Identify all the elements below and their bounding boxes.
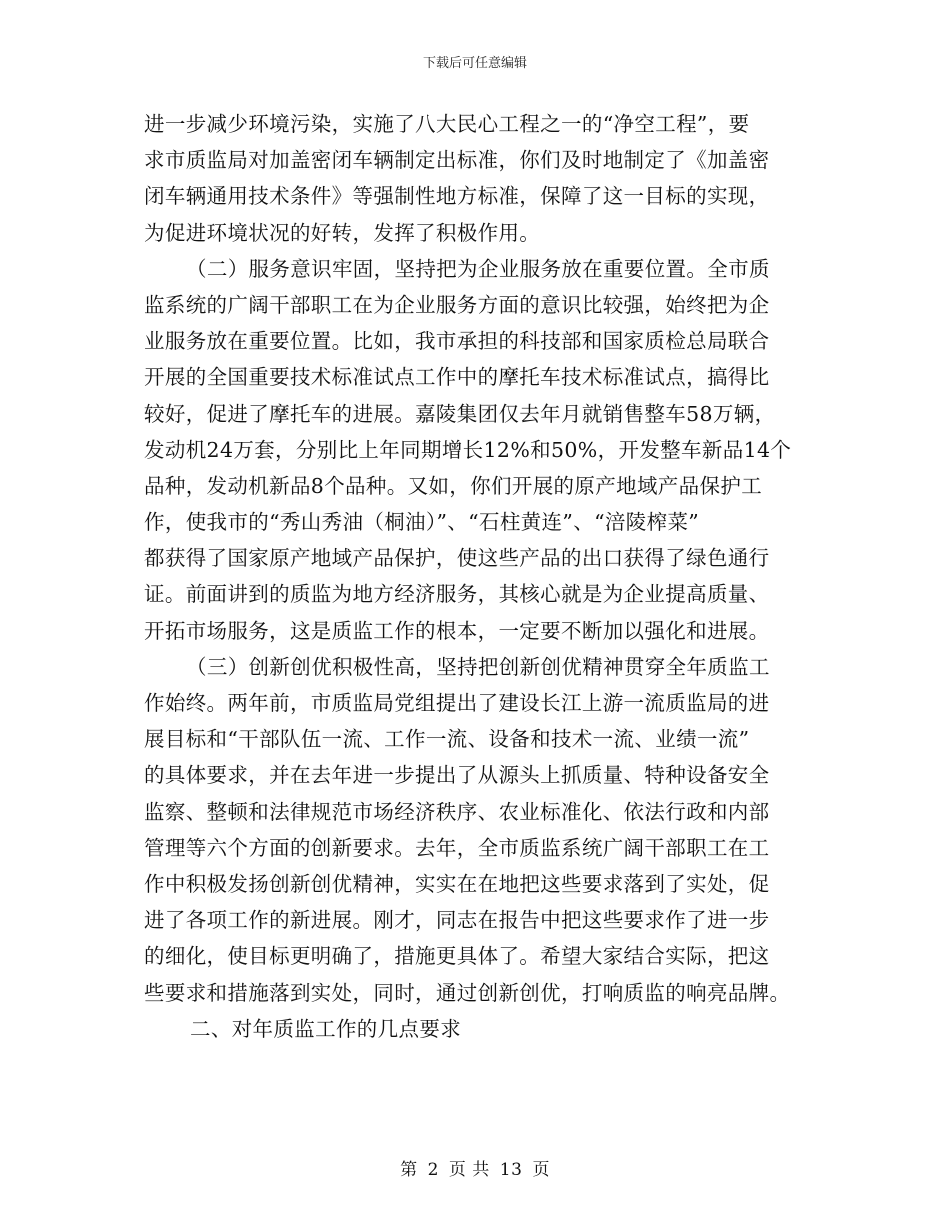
text-line: 闭车辆通用技术条件》等强制性地方标准，保障了这一目标的实现， bbox=[144, 184, 770, 209]
document-body bbox=[144, 106, 804, 1047]
page-footer bbox=[0, 1155, 950, 1180]
page-number: 2 bbox=[427, 1160, 439, 1180]
text-line: 都获得了国家原产地域产品保护，使这些产品的出口获得了绿色通行 bbox=[144, 546, 770, 571]
footer-middle: 页 共 bbox=[448, 1160, 490, 1180]
text-line: 展目标和“干部队伍一流、工作一流、设备和技术一流、业绩一流” bbox=[144, 727, 750, 752]
text-line: 较好，促进了摩托车的进展。嘉陵集团仅去年月就销售整车58万辆， bbox=[144, 401, 776, 426]
footer-prefix: 第 bbox=[400, 1160, 418, 1180]
page-header: 下载后可任意编辑 bbox=[422, 56, 527, 71]
paragraph-start-line: （三）创新创优积极性高，坚持把创新创优精神贯穿全年质监工 bbox=[186, 654, 770, 679]
section-heading: 二、对年质监工作的几点要求 bbox=[190, 1016, 462, 1041]
total-pages: 13 bbox=[499, 1160, 523, 1180]
text-line: 监察、整顿和法律规范市场经济秩序、农业标准化、依法行政和内部 bbox=[144, 799, 770, 824]
text-line: 进一步减少环境污染，实施了八大民心工程之一的“净空工程”，要 bbox=[144, 112, 750, 136]
paragraph-start-line: （二）服务意识牢固，坚持把为企业服务放在重要位置。全市质 bbox=[186, 256, 770, 281]
text-line: 的细化，使目标更明确了，措施更具体了。希望大家结合实际，把这 bbox=[144, 944, 770, 969]
text-line: 作，使我市的“秀山秀油（桐油）”、“石柱黄连”、“涪陵榨菜” bbox=[144, 510, 700, 535]
text-line: 管理等六个方面的创新要求。去年，全市质监系统广阔干部职工在工 bbox=[144, 835, 770, 860]
text-line: 品种，发动机新品8个品种。又如，你们开展的原产地域产品保护工 bbox=[144, 473, 763, 498]
text-line: 开展的全国重要技术标准试点工作中的摩托车技术标准试点，搞得比 bbox=[144, 365, 770, 390]
footer-suffix: 页 bbox=[532, 1160, 550, 1180]
text-line: 监系统的广阔干部职工在为企业服务方面的意识比较强，始终把为企 bbox=[144, 292, 770, 317]
text-line: 业服务放在重要位置。比如，我市承担的科技部和国家质检总局联合 bbox=[144, 329, 770, 354]
text-line: 发动机24万套，分别比上年同期增长12%和50%，开发整车新品14个 bbox=[144, 437, 792, 462]
text-line: 开拓市场服务，这是质监工作的根本，一定要不断加以强化和进展。 bbox=[144, 618, 770, 643]
text-line: 证。前面讲到的质监为地方经济服务，其核心就是为企业提高质量、 bbox=[144, 582, 770, 607]
text-line: 为促进环境状况的好转，发挥了积极作用。 bbox=[144, 220, 541, 245]
text-line: 些要求和措施落到实处，同时，通过创新创优，打响质监的响亮品牌。 bbox=[144, 980, 791, 1005]
text-line: 作中积极发扬创新创优精神，实实在在地把这些要求落到了实处，促 bbox=[144, 871, 770, 896]
text-line: 作始终。两年前，市质监局党组提出了建设长江上游一流质监局的进 bbox=[144, 691, 770, 715]
text-line: 进了各项工作的新进展。刚才，同志在报告中把这些要求作了进一步 bbox=[144, 908, 770, 933]
text-line: 求市质监局对加盖密闭车辆制定出标准，你们及时地制定了《加盖密 bbox=[144, 148, 770, 173]
text-line: 的具体要求，并在去年进一步提出了从源头上抓质量、特种设备安全 bbox=[144, 763, 770, 788]
